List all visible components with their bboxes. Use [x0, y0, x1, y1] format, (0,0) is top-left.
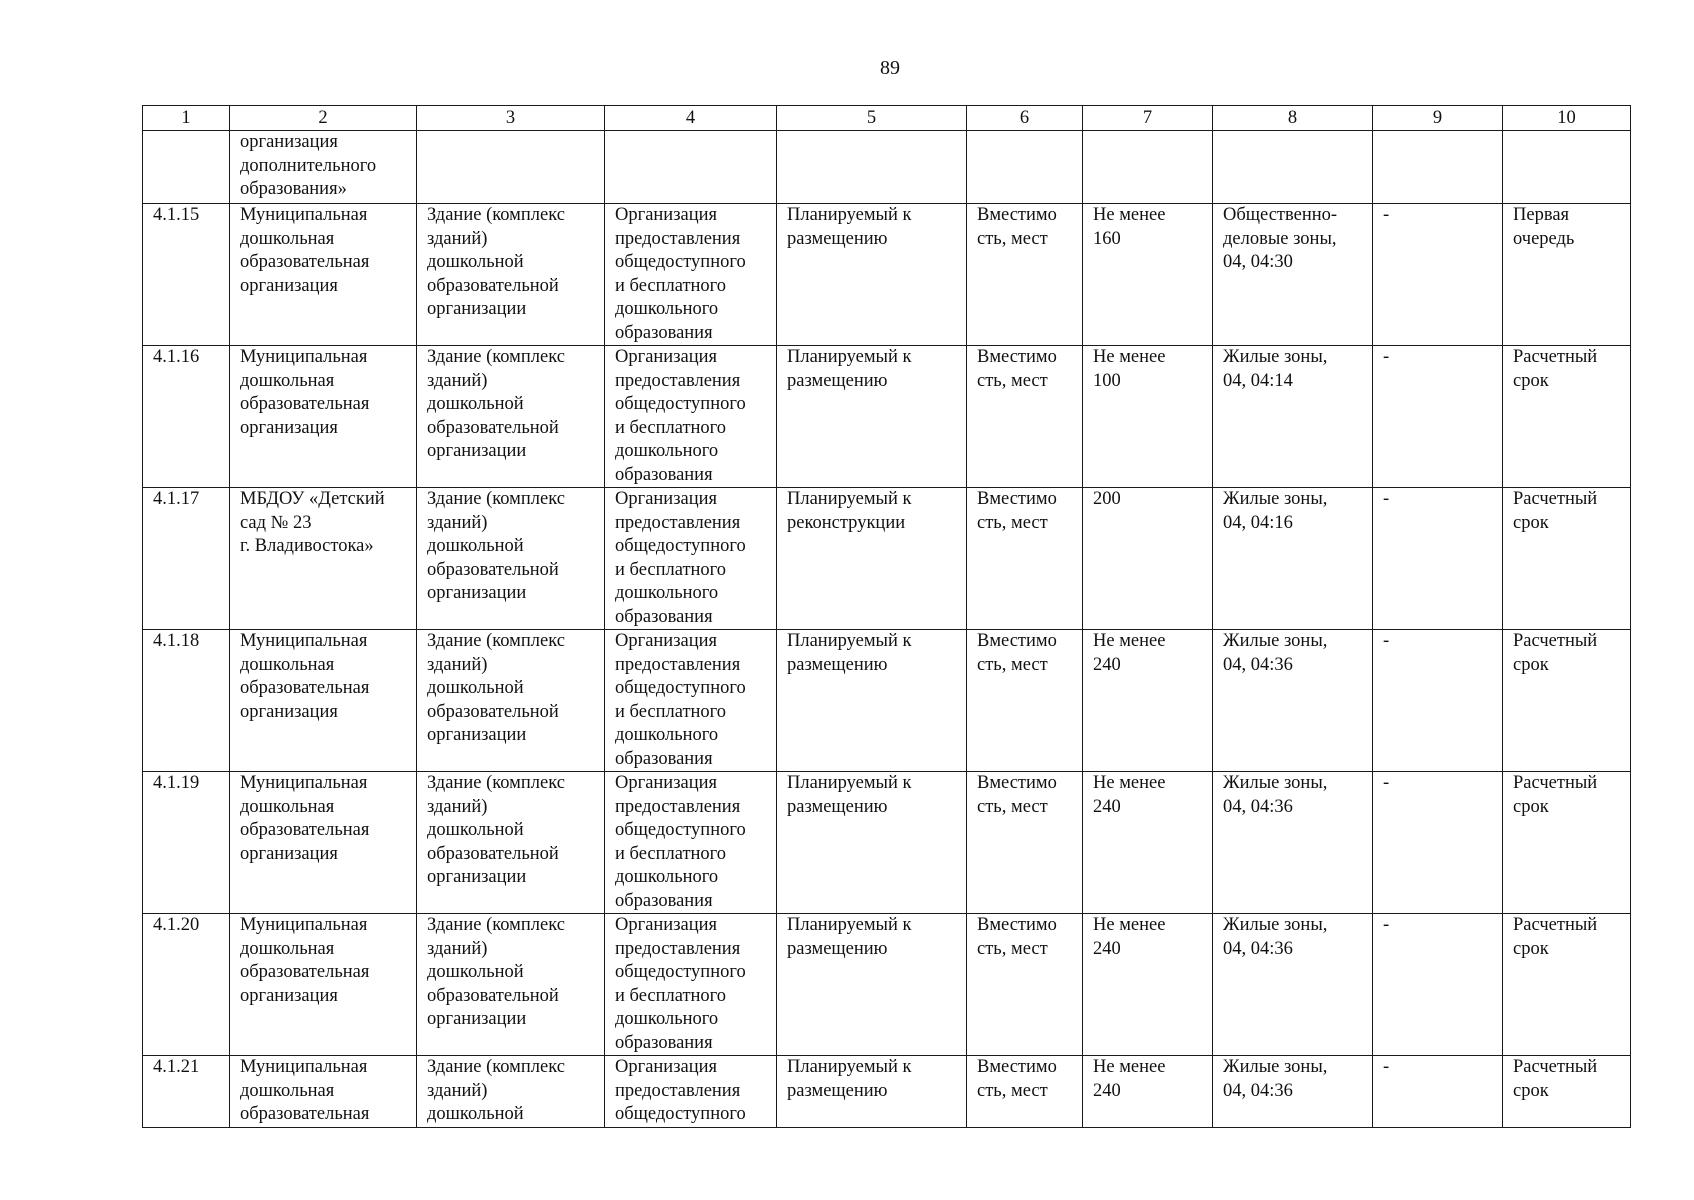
cell-number: 4.1.20 — [143, 914, 230, 1056]
cell-zone: Жилые зоны, 04, 04:36 — [1213, 772, 1373, 914]
cell-characteristic: Вместимо сть, мест — [967, 914, 1083, 1056]
column-header-7: 7 — [1083, 106, 1213, 131]
cell-value — [1083, 131, 1213, 204]
cell-purpose: Организация предоставления общедоступного и бесплатного дошкольного образования — [605, 204, 777, 346]
cell-characteristic: Вместимо сть, мест — [967, 488, 1083, 630]
cell-stage: Расчетный срок — [1503, 346, 1631, 488]
cell-number: 4.1.18 — [143, 630, 230, 772]
cell-characteristic: Вместимо сть, мест — [967, 346, 1083, 488]
cell-object: Здание (комплекс зданий) дошкольной образовательной организации — [417, 204, 605, 346]
cell-name: организация дополнительного образования» — [230, 131, 417, 204]
column-header-10: 10 — [1503, 106, 1631, 131]
cell-extra: - — [1373, 488, 1503, 630]
table-row — [143, 204, 1631, 346]
cell-characteristic: Вместимо сть, мест — [967, 772, 1083, 914]
cell-zone: Жилые зоны, 04, 04:36 — [1213, 630, 1373, 772]
cell-extra: - — [1373, 630, 1503, 772]
cell-status: Планируемый к размещению — [777, 630, 967, 772]
cell-zone: Жилые зоны, 04, 04:16 — [1213, 488, 1373, 630]
cell-object: Здание (комплекс зданий) дошкольной образовательной организации — [417, 772, 605, 914]
cell-stage — [1503, 131, 1631, 204]
cell-object: Здание (комплекс зданий) дошкольной — [417, 1056, 605, 1128]
cell-name: Муниципальная дошкольная образовательная организация — [230, 914, 417, 1056]
header-row — [143, 106, 1631, 131]
column-header-4: 4 — [605, 106, 777, 131]
cell-stage: Расчетный срок — [1503, 914, 1631, 1056]
cell-characteristic: Вместимо сть, мест — [967, 630, 1083, 772]
cell-status — [777, 131, 967, 204]
cell-number: 4.1.16 — [143, 346, 230, 488]
cell-number — [143, 131, 230, 204]
cell-characteristic — [967, 131, 1083, 204]
cell-extra — [1373, 131, 1503, 204]
column-header-9: 9 — [1373, 106, 1503, 131]
page-number: 89 — [880, 57, 900, 79]
cell-purpose — [605, 131, 777, 204]
cell-stage: Расчетный срок — [1503, 772, 1631, 914]
cell-purpose: Организация предоставления общедоступного и бесплатного дошкольного образования — [605, 346, 777, 488]
table-row — [143, 772, 1631, 914]
column-header-6: 6 — [967, 106, 1083, 131]
cell-value: 200 — [1083, 488, 1213, 630]
cell-status: Планируемый к размещению — [777, 772, 967, 914]
cell-object: Здание (комплекс зданий) дошкольной образовательной организации — [417, 488, 605, 630]
cell-zone: Жилые зоны, 04, 04:14 — [1213, 346, 1373, 488]
cell-status: Планируемый к размещению — [777, 204, 967, 346]
cell-value: Не менее 240 — [1083, 772, 1213, 914]
cell-name: Муниципальная дошкольная образовательная организация — [230, 204, 417, 346]
cell-number: 4.1.21 — [143, 1056, 230, 1128]
table-row — [143, 131, 1631, 204]
cell-object: Здание (комплекс зданий) дошкольной образовательной организации — [417, 346, 605, 488]
cell-value: Не менее 240 — [1083, 630, 1213, 772]
cell-status: Планируемый к размещению — [777, 346, 967, 488]
cell-object — [417, 131, 605, 204]
cell-number: 4.1.19 — [143, 772, 230, 914]
cell-purpose: Организация предоставления общедоступного — [605, 1056, 777, 1128]
cell-stage: Расчетный срок — [1503, 630, 1631, 772]
cell-characteristic: Вместимо сть, мест — [967, 1056, 1083, 1128]
cell-zone: Жилые зоны, 04, 04:36 — [1213, 914, 1373, 1056]
cell-value: Не менее 240 — [1083, 914, 1213, 1056]
cell-name: МБДОУ «Детский сад № 23 г. Владивостока» — [230, 488, 417, 630]
cell-value: Не менее 160 — [1083, 204, 1213, 346]
column-header-1: 1 — [143, 106, 230, 131]
table-row — [143, 630, 1631, 772]
cell-value: Не менее 100 — [1083, 346, 1213, 488]
cell-object: Здание (комплекс зданий) дошкольной образовательной организации — [417, 630, 605, 772]
cell-status: Планируемый к размещению — [777, 914, 967, 1056]
cell-stage: Расчетный срок — [1503, 1056, 1631, 1128]
cell-purpose: Организация предоставления общедоступного и бесплатного дошкольного образования — [605, 772, 777, 914]
cell-status: Планируемый к размещению — [777, 1056, 967, 1128]
table-row — [143, 346, 1631, 488]
cell-zone: Жилые зоны, 04, 04:36 — [1213, 1056, 1373, 1128]
table-row — [143, 914, 1631, 1056]
cell-zone — [1213, 131, 1373, 204]
cell-value: Не менее 240 — [1083, 1056, 1213, 1128]
table-row — [143, 488, 1631, 630]
column-header-8: 8 — [1213, 106, 1373, 131]
cell-number: 4.1.15 — [143, 204, 230, 346]
column-header-3: 3 — [417, 106, 605, 131]
cell-purpose: Организация предоставления общедоступного и бесплатного дошкольного образования — [605, 914, 777, 1056]
cell-characteristic: Вместимо сть, мест — [967, 204, 1083, 346]
cell-extra: - — [1373, 914, 1503, 1056]
cell-name: Муниципальная дошкольная образовательная — [230, 1056, 417, 1128]
cell-purpose: Организация предоставления общедоступного и бесплатного дошкольного образования — [605, 630, 777, 772]
cell-purpose: Организация предоставления общедоступного и бесплатного дошкольного образования — [605, 488, 777, 630]
cell-extra: - — [1373, 346, 1503, 488]
cell-extra: - — [1373, 1056, 1503, 1128]
cell-stage: Первая очередь — [1503, 204, 1631, 346]
cell-name: Муниципальная дошкольная образовательная организация — [230, 630, 417, 772]
table-row — [143, 1056, 1631, 1128]
column-header-2: 2 — [230, 106, 417, 131]
cell-name: Муниципальная дошкольная образовательная организация — [230, 346, 417, 488]
cell-zone: Общественно- деловые зоны, 04, 04:30 — [1213, 204, 1373, 346]
cell-number: 4.1.17 — [143, 488, 230, 630]
column-header-5: 5 — [777, 106, 967, 131]
cell-object: Здание (комплекс зданий) дошкольной образовательной организации — [417, 914, 605, 1056]
cell-extra: - — [1373, 204, 1503, 346]
cell-name: Муниципальная дошкольная образовательная организация — [230, 772, 417, 914]
cell-extra: - — [1373, 772, 1503, 914]
cell-stage: Расчетный срок — [1503, 488, 1631, 630]
planning-table — [142, 105, 1631, 1128]
cell-status: Планируемый к реконструкции — [777, 488, 967, 630]
